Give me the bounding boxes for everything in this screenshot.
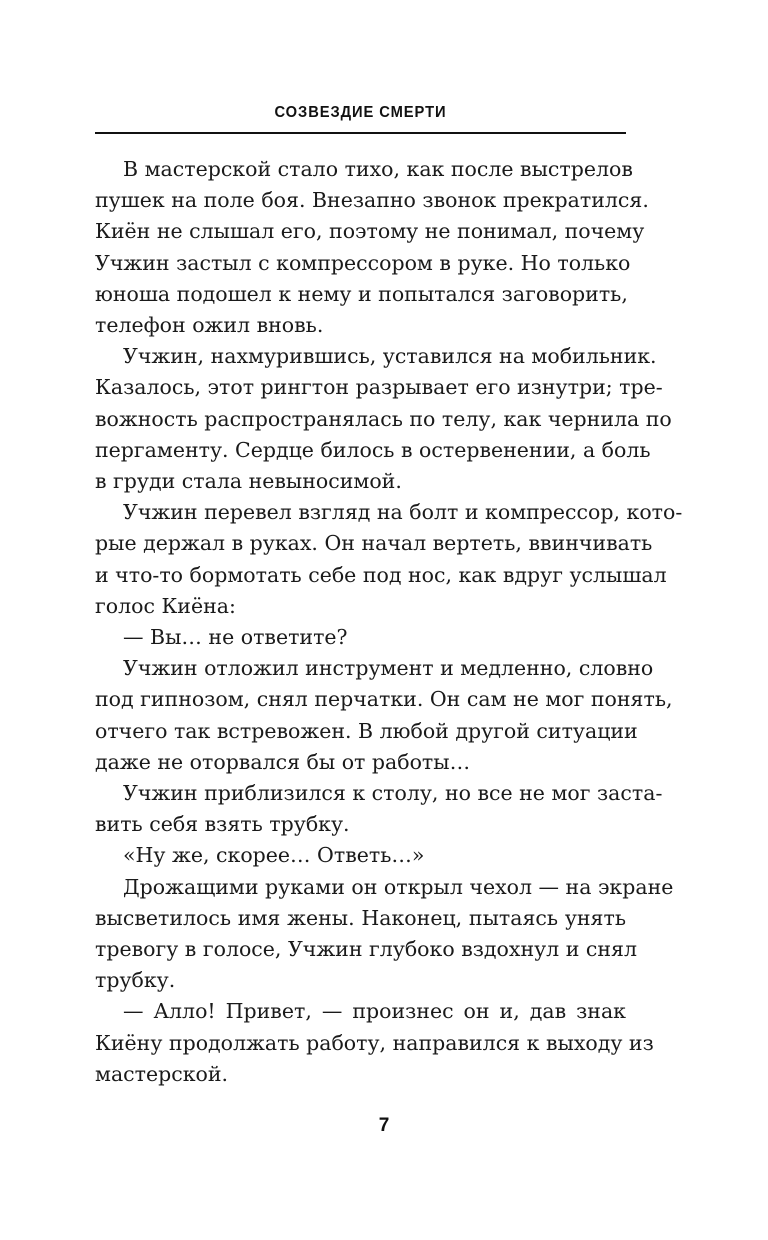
text-line: Учжин, нахмурившись, уставился на мобильник. xyxy=(123,344,657,369)
text-line: мастерской. xyxy=(95,1061,229,1086)
text-line: пергаменту. Сердце билось в остервенении, а боль xyxy=(95,437,651,462)
paragraph xyxy=(95,778,663,840)
text-line: — Алло! Привет, — произнес он и, дав знак xyxy=(123,999,626,1024)
text-line: в груди стала невыносимой. xyxy=(95,469,402,494)
text-line: трубку. xyxy=(95,968,176,993)
text-line: — Вы… не ответите? xyxy=(123,625,348,650)
text-line: Учжин приблизился к столу, но все не мог заста- xyxy=(123,781,663,806)
text-line: Киёну продолжать работу, направился к выходу из xyxy=(95,1030,654,1055)
paragraph xyxy=(95,154,649,341)
paragraph xyxy=(95,622,626,653)
text-line: даже не оторвался бы от работы… xyxy=(95,749,471,774)
text-line: высветилось имя жены. Наконец, пытаясь унять xyxy=(95,905,626,930)
paragraph xyxy=(95,996,654,1090)
paragraph xyxy=(95,872,674,997)
text-line: телефон ожил вновь. xyxy=(95,313,324,338)
body-text xyxy=(95,154,683,1090)
text-line: тревогу в голосе, Учжин глубоко вздохнул и снял xyxy=(95,937,637,962)
text-line: Учжин отложил инструмент и медленно, словно xyxy=(123,656,654,681)
page-number: 7 xyxy=(378,1115,390,1136)
text-line: Киён не слышал его, поэтому не понимал, почему xyxy=(95,219,645,244)
text-line: пушек на поле боя. Внезапно звонок прекратился. xyxy=(95,188,649,213)
text-line: юноша подошел к нему и попытался заговорить, xyxy=(95,281,628,306)
text-line: вить себя взять трубку. xyxy=(95,812,350,837)
paragraph xyxy=(95,341,672,497)
running-head-title: СОЗВЕЗДИЕ СМЕРТИ xyxy=(274,104,447,121)
text-line: Казалось, этот рингтон разрывает его изнутри; тре- xyxy=(95,375,663,400)
text-line: вожность распространялась по телу, как чернила по xyxy=(95,406,672,431)
text-line: и что-то бормотать себе под нос, как вдруг услышал xyxy=(95,562,667,587)
text-line: Учжин перевел взгляд на болт и компрессор, кото- xyxy=(123,500,683,525)
text-line: Дрожащими руками он открыл чехол — на экране xyxy=(123,874,674,899)
text-line: под гипнозом, снял перчатки. Он сам не мог понять, xyxy=(95,687,673,712)
text-line: голос Киёна: xyxy=(95,593,236,618)
text-line: отчего так встревожен. В любой другой ситуации xyxy=(95,718,638,743)
header-rule xyxy=(95,132,626,134)
paragraph xyxy=(95,497,683,622)
text-line: В мастерской стало тихо, как после выстрелов xyxy=(123,157,633,181)
text-line: Учжин застыл с компрессором в руке. Но только xyxy=(95,250,631,275)
paragraph xyxy=(95,653,673,778)
text-line: рые держал в руках. Он начал вертеть, ввинчивать xyxy=(95,531,653,556)
text-line: «Ну же, скорее… Ответь…» xyxy=(123,843,425,868)
paragraph xyxy=(95,840,626,871)
